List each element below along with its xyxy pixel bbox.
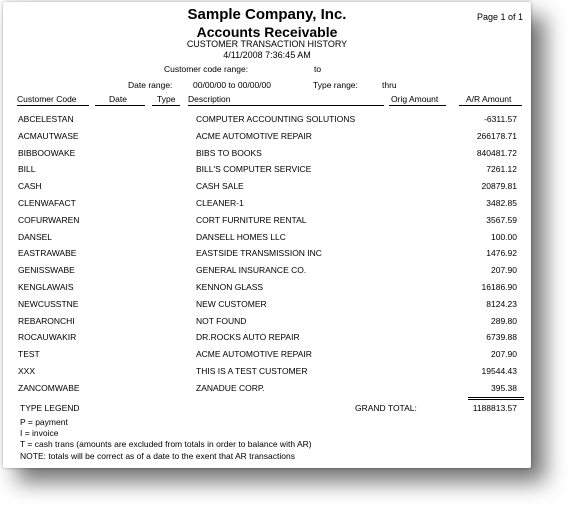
grand-total-rule [468,399,524,400]
grand-total-value: 1188813.57 [472,403,517,413]
ar-amount-cell: 3482.85 [486,198,517,208]
customer-code-cell: CLENWAFACT [18,198,76,208]
column-header-orig-amount: Orig Amount [391,94,439,104]
date-range-label: Date range: [128,80,173,90]
table-row [3,178,531,195]
column-header-description: Description [188,94,231,104]
company-name: Sample Company, Inc. [187,6,347,23]
table-row [3,128,531,145]
customer-code-cell: EASTRAWABE [18,248,77,259]
description-cell: COMPUTER ACCOUNTING SOLUTIONS [196,114,356,124]
ar-amount-cell: 8124.23 [486,298,517,309]
ar-amount-cell: 7261.12 [486,164,517,175]
description-cell: ACME AUTOMOTIVE REPAIR [196,349,312,360]
page-number: Page 1 of 1 [476,12,523,22]
header-underline [389,105,446,106]
table-row [3,212,531,229]
table-row [3,195,531,212]
description-cell: BILL'S COMPUTER SERVICE [196,164,312,175]
ar-amount-cell: 100.00 [491,231,517,242]
column-header-date: Date [109,94,127,104]
type-legend-heading: TYPE LEGEND [20,403,80,413]
report-page [3,2,531,468]
customer-code-range-label: Customer code range: [164,64,249,74]
column-header-customer-code: Customer Code [17,94,77,104]
ar-amount-cell: 840481.72 [476,147,517,158]
customer-code-range-to: to [314,64,322,74]
customer-code-cell: ROCAUWAKIR [18,332,77,343]
customer-code-cell: NEWCUSSTNE [18,298,79,309]
customer-code-cell: ACMAUTWASE [18,130,79,141]
customer-code-cell: DANSEL [18,231,53,242]
customer-code-cell: REBARONCHI [18,315,75,326]
header-underline [152,105,180,106]
report-subtitle: CUSTOMER TRANSACTION HISTORY [186,39,348,49]
description-cell: CLEANER-1 [196,198,244,208]
table-row [3,279,531,296]
table-row [3,363,531,380]
column-header-ar-amount: A/R Amount [466,94,512,104]
ar-amount-cell: 207.90 [491,265,517,276]
description-cell: BIBS TO BOOKS [196,147,262,158]
description-cell: GENERAL INSURANCE CO. [196,265,307,276]
header-underline [95,105,145,106]
grand-total-rule [468,397,524,398]
table-row [3,262,531,279]
ar-amount-cell: 3567.59 [486,214,517,225]
description-cell: DR.ROCKS AUTO REPAIR [196,332,300,343]
customer-code-cell: KENGLAWAIS [18,282,74,292]
table-row [3,296,531,313]
description-cell: KENNON GLASS [196,282,264,292]
description-cell: NOT FOUND [196,315,247,326]
customer-code-cell: CASH [18,181,42,192]
table-row [3,313,531,330]
legend-invoice: I = invoice [20,428,59,438]
customer-code-cell: ABCELESTAN [18,114,74,124]
header-underline [188,105,384,106]
column-header-type: Type [157,94,176,104]
customer-code-cell: ZANCOMWABE [18,382,80,393]
header-underline [17,105,89,106]
customer-code-cell: TEST [18,349,40,360]
table-row [3,145,531,162]
description-cell: ACME AUTOMOTIVE REPAIR [196,130,312,141]
ar-amount-cell: 207.90 [491,349,517,360]
footer-note: NOTE: totals will be correct as of a date to the exent that AR transactions [20,451,295,461]
ar-amount-cell: 289.80 [491,315,517,326]
report-datetime: 4/11/2008 7:36:45 AM [223,50,311,60]
legend-cash-trans: T = cash trans (amounts are excluded from totals in order to balance with AR) [20,439,312,449]
ar-amount-cell: 395.38 [491,382,517,393]
description-cell: THIS IS A TEST CUSTOMER [196,366,308,376]
customer-code-cell: BIBBOOWAKE [18,147,76,158]
date-range-value: 00/00/00 to 00/00/00 [193,80,271,90]
type-range-value: thru [382,80,397,90]
customer-code-cell: BILL [18,164,36,175]
table-row [3,346,531,363]
customer-code-cell: XXX [18,366,36,376]
table-row [3,161,531,178]
description-cell: CASH SALE [196,181,244,192]
ar-amount-cell: -6311.57 [484,114,517,124]
ar-amount-cell: 19544.43 [481,366,517,376]
customer-code-cell: GENISSWABE [18,265,75,276]
grand-total-label: GRAND TOTAL: [355,403,417,413]
table-row [3,229,531,246]
report-title: Accounts Receivable [196,24,338,40]
table-row [3,380,531,397]
table-row [3,329,531,346]
ar-amount-cell: 266178.71 [476,130,517,141]
ar-amount-cell: 16186.90 [481,282,517,292]
description-cell: NEW CUSTOMER [196,298,267,309]
description-cell: EASTSIDE TRANSMISSION INC [196,248,322,259]
header-underline [459,105,522,106]
description-cell: CORT FURNITURE RENTAL [196,214,307,225]
table-row [3,245,531,262]
customer-code-cell: COFURWAREN [18,214,80,225]
legend-payment: P = payment [20,417,68,427]
description-cell: ZANADUE CORP. [196,382,265,393]
ar-amount-cell: 20879.81 [481,181,517,192]
ar-amount-cell: 1476.92 [486,248,517,259]
ar-amount-cell: 6739.88 [486,332,517,343]
table-row [3,111,531,128]
description-cell: DANSELL HOMES LLC [196,231,286,242]
type-range-label: Type range: [313,80,358,90]
